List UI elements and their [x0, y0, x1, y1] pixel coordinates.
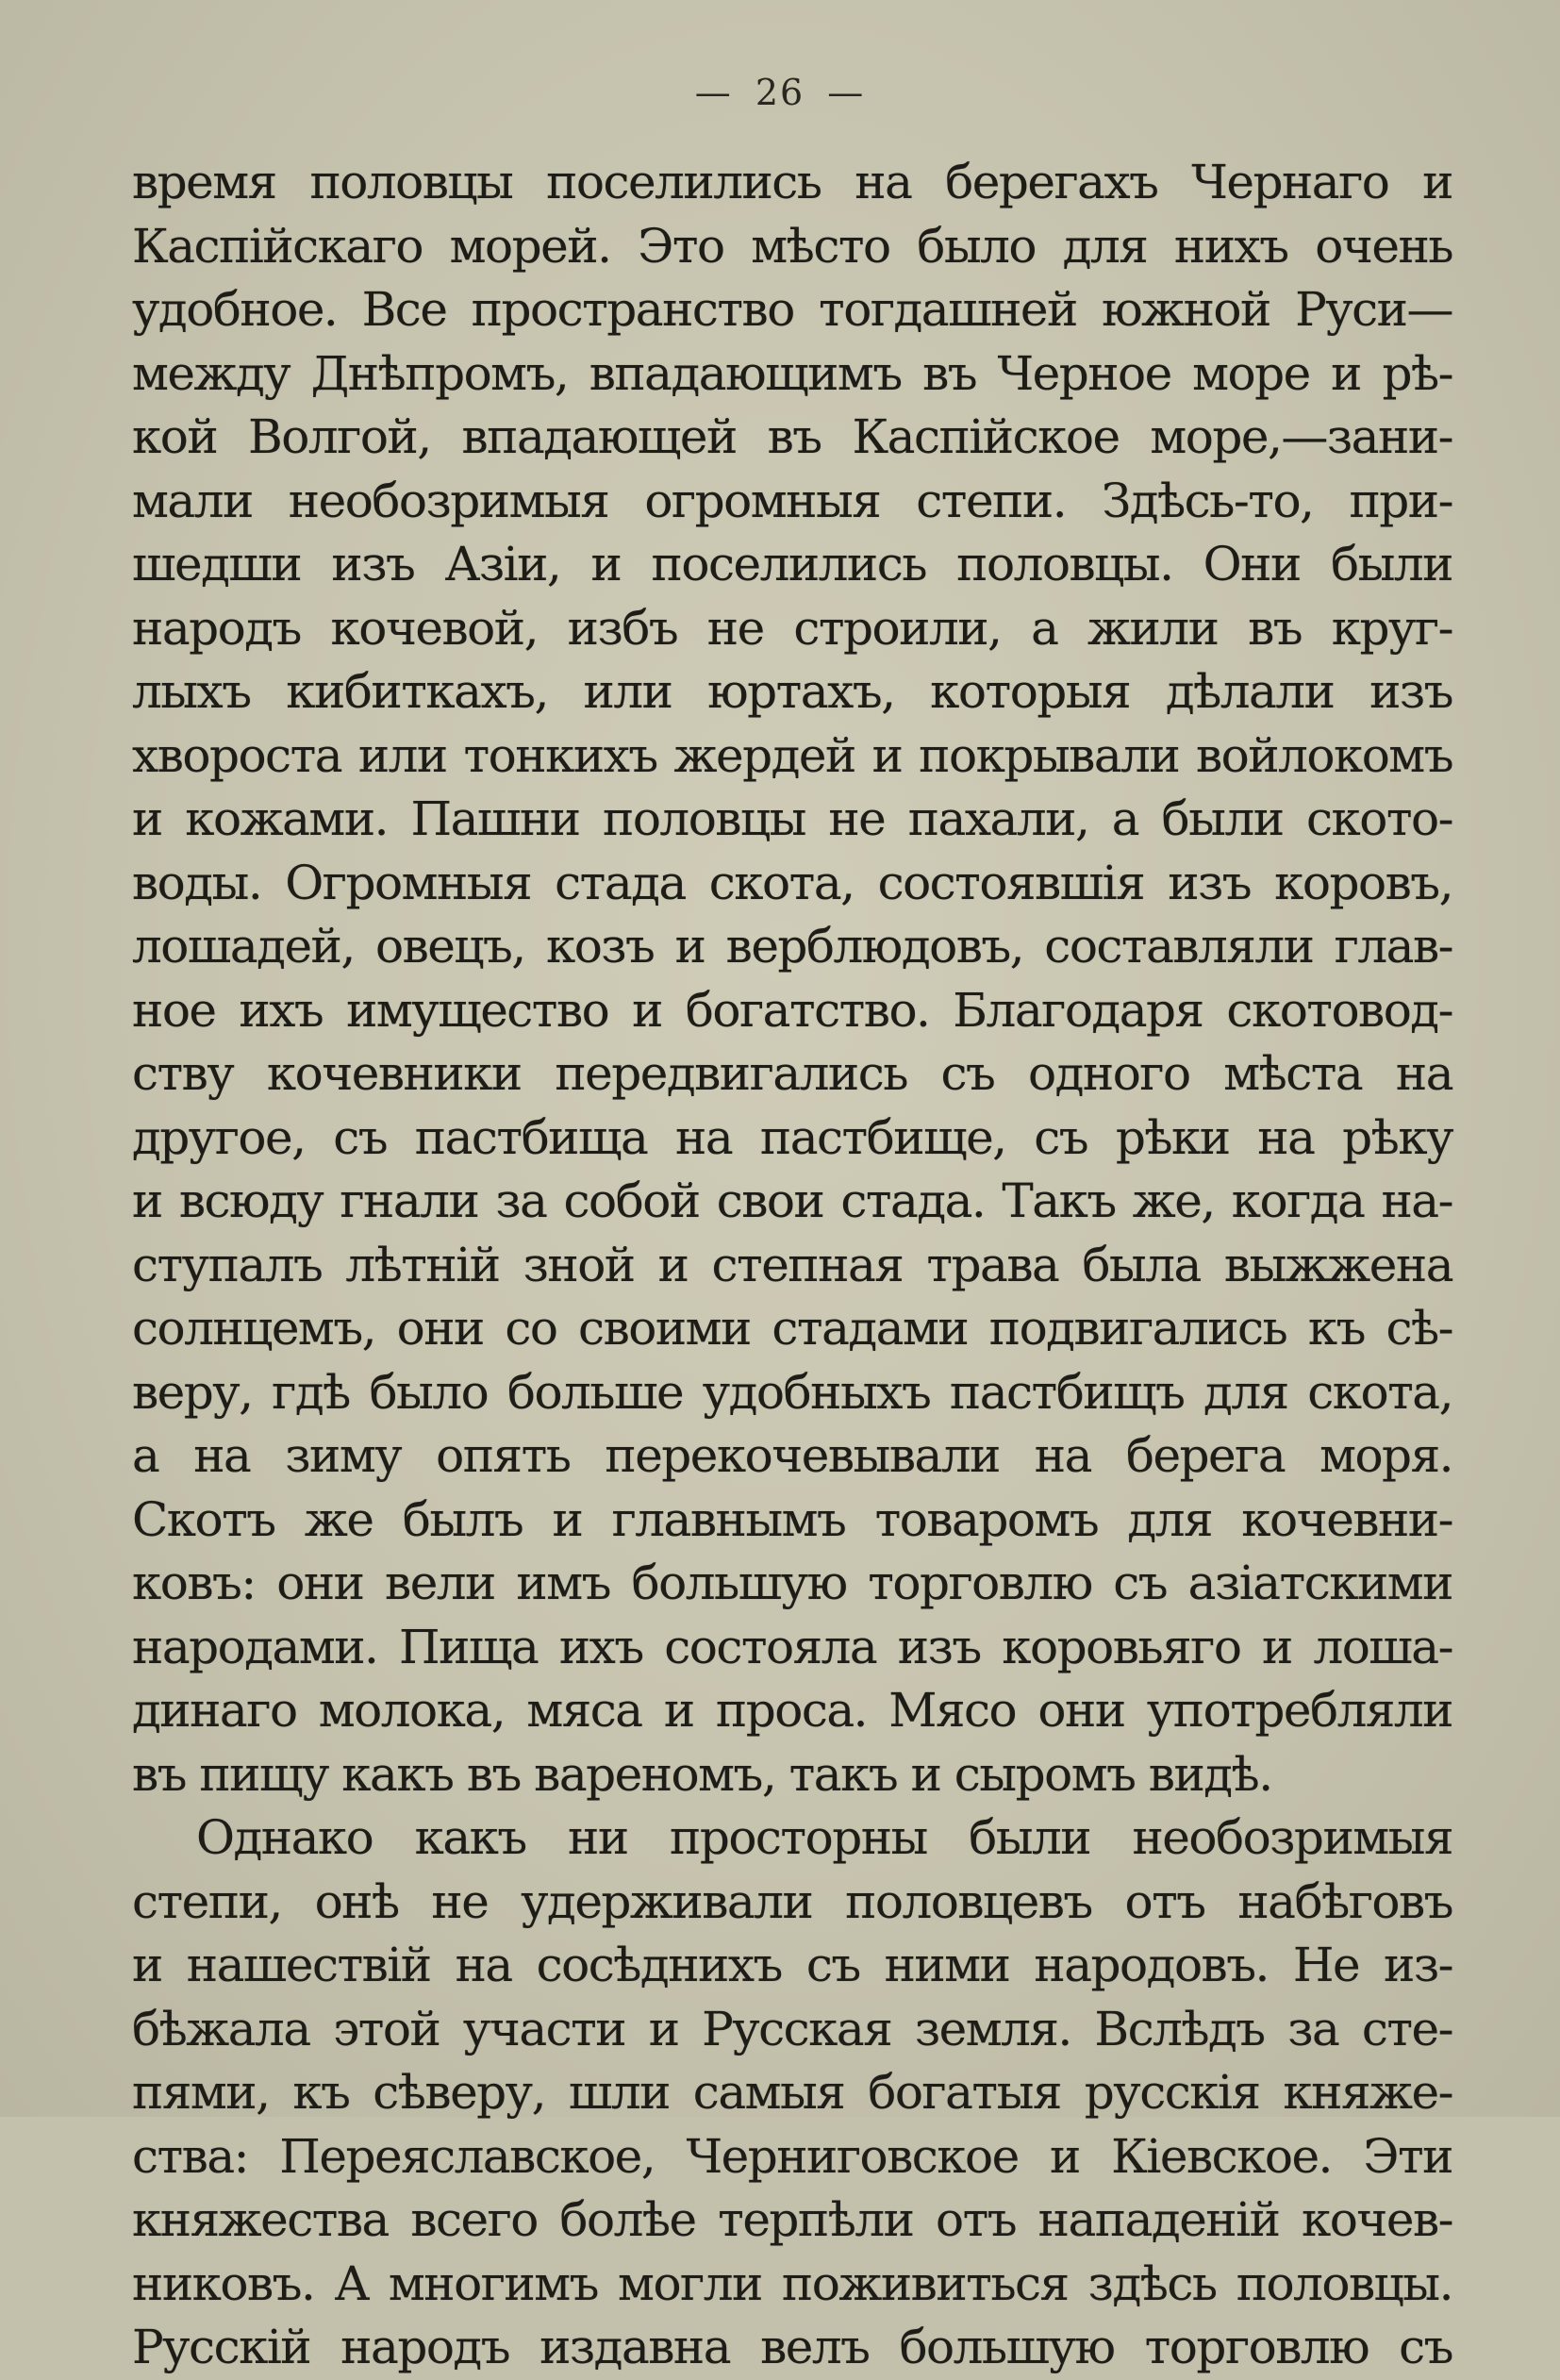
text-line: лыхъ кибиткахъ, или юртахъ, которыя дѣлали изъ [132, 664, 1452, 719]
text-line: шедши изъ Азіи, и поселились половцы. Они были [132, 537, 1452, 591]
text-line: ступалъ лѣтній зной и степная трава была выжжена [132, 1237, 1452, 1292]
text-line: мали необозримыя огромныя степи. Здѣсь-то, при- [132, 473, 1452, 528]
text-line: ства: Переяславское, Черниговское и Кіевское. Эти [132, 2128, 1452, 2184]
text-line: никовъ. А многимъ могли поживиться здѣсь половцы. [132, 2255, 1452, 2311]
text-line: кой Волгой, впадающей въ Каспійское море,—зани- [132, 409, 1452, 464]
text-line: солнцемъ, они со своими стадами подвигались къ сѣ- [132, 1301, 1452, 1356]
text-line: народами. Пища ихъ состояла изъ коровьяго и лоша- [132, 1619, 1452, 1674]
text-line: въ пищу какъ въ вареномъ, такъ и сыромъ видѣ. [132, 1746, 1272, 1802]
text-line: народъ кочевой, избъ не строили, а жили въ круг- [132, 600, 1452, 656]
text-line: ковъ: они вели имъ большую торговлю съ азіатскими [132, 1556, 1452, 1610]
text-line: воды. Огромныя стада скота, состоявшія изъ коровъ, [132, 855, 1452, 910]
text-line: пями, къ сѣверу, шли самыя богатыя русскія княже- [132, 2065, 1452, 2120]
text-line: хвороста или тонкихъ жердей и покрывали войлокомъ [132, 727, 1452, 783]
body-text [132, 151, 1452, 2380]
text-line: лошадей, овецъ, козъ и верблюдовъ, составляли глав- [132, 919, 1452, 974]
text-line: веру, гдѣ было больше удобныхъ пастбищъ для скота, [132, 1364, 1452, 1420]
text-line: княжества всего болѣе терпѣли отъ нападеній кочев- [132, 2192, 1452, 2247]
text-line: ное ихъ имущество и богатство. Благодаря скотовод- [132, 982, 1452, 1038]
text-line: динаго молока, мяса и проса. Мясо они употребляли [132, 1683, 1452, 1738]
text-line: Скотъ же былъ и главнымъ товаромъ для кочевни- [132, 1491, 1452, 1547]
page-number: — 26 — [694, 72, 866, 113]
text-line: время половцы поселились на берегахъ Чернаго и [132, 155, 1452, 209]
text-line: Однако какъ ни просторны были необозримыя [196, 1810, 1452, 1865]
text-line: удобное. Все пространство тогдашней южной Руси— [132, 282, 1452, 337]
text-line: и кожами. Пашни половцы не пахали, а были ското- [132, 791, 1452, 846]
text-line: ству кочевники передвигались съ одного мѣста на [132, 1046, 1452, 1101]
text-line: бѣжала этой участи и Русская земля. Вслѣдъ за сте- [132, 2001, 1452, 2056]
text-line: другое, съ пастбища на пастбище, съ рѣки на рѣку [132, 1109, 1452, 1165]
text-line: между Днѣпромъ, впадающимъ въ Черное море и рѣ- [132, 345, 1452, 401]
text-line: а на зиму опять перекочевывали на берега моря. [132, 1428, 1452, 1483]
text-line: Каспійскаго морей. Это мѣсто было для нихъ очень [132, 218, 1452, 274]
text-line: и всюду гнали за собой свои стада. Такъ же, когда на- [132, 1173, 1452, 1228]
text-line: и нашествій на сосѣднихъ съ ними народовъ. Не из- [132, 1938, 1452, 1992]
text-line: Русскій народъ издавна велъ большую торговлю съ [132, 2320, 1452, 2374]
text-line: степи, онѣ не удерживали половцевъ отъ набѣговъ [132, 1873, 1452, 1929]
